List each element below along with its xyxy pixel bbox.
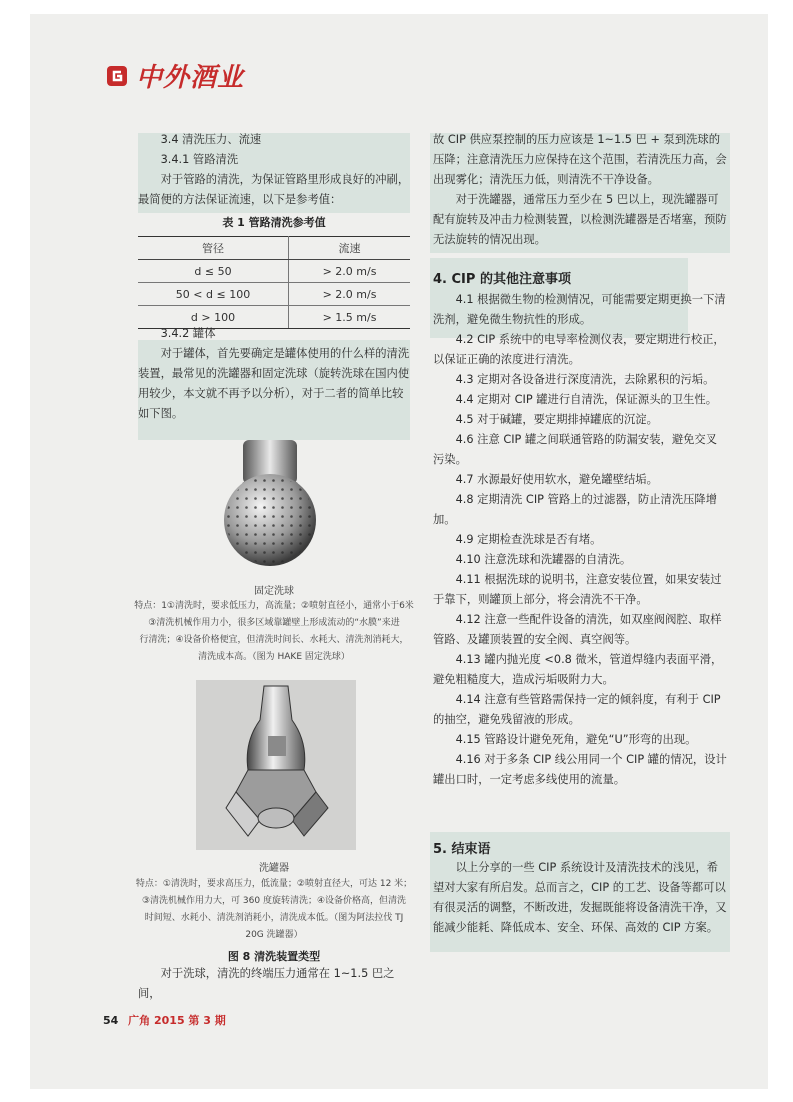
list-item: 4.10 注意洗球和洗罐器的自清洗。 [455, 553, 632, 566]
tank-cleaner-photo [196, 680, 356, 850]
paragraph-pipe-cleaning: 对于管路的清洗，为保证管路里形成良好的冲刷，最简便的方法保证流速，以下是参考值： [138, 173, 410, 206]
paragraph-conclusion: 以上分享的一些 CIP 系统设计及清洗技术的浅见，希望对大家有所启发。总而言之，CIP 的工艺、设备等都可以有很灵活的调整，不断改进，发掘既能将设备清洗干净，又能减少能耗、降低成本、安全、环保、高效的 CIP 方案。 [433, 861, 727, 934]
table-row [138, 260, 410, 283]
list-item: 4.9 定期检查洗球是否有堵。 [455, 533, 602, 546]
table-cell: d ≤ 50 [138, 260, 289, 283]
logo-text: 中外酒业 [136, 63, 245, 93]
list-item: 4.16 对于多条 CIP 线公用同一个 CIP 罐的情况，设计罐出口时，一定考虑多线使用的流量。 [433, 753, 727, 786]
table-cell: > 2.0 m/s [289, 260, 411, 283]
page-number: 54 [103, 1014, 119, 1027]
table-header-row [138, 237, 410, 260]
figure-tank-cleaner-caption: 洗罐器 [259, 863, 289, 874]
figure-fixed-spray-ball-caption: 固定洗球 [254, 586, 294, 597]
list-item: 4.11 根据洗球的说明书，注意安装位置，如果安装过于靠下，则罐顶上部分，将会清洗不干净。 [433, 573, 722, 606]
list-item: 4.6 注意 CIP 罐之间联通管路的防漏安装，避免交叉污染。 [433, 433, 718, 466]
list-item: 4.5 对于碱罐，要定期排掉罐底的沉淀。 [455, 413, 658, 426]
list-item: 4.15 管路设计避免死角，避免“U”形弯的出现。 [455, 733, 697, 746]
note-line: 特点：1①清洗时，要求低压力，高流量；②喷射直径小，通常小于6米 [134, 601, 414, 611]
journal-logo [106, 57, 244, 94]
list-item: 4.4 定期对 CIP 罐进行自清洗，保证源头的卫生性。 [455, 393, 718, 406]
paragraph-tank-cleaner-pressure: 对于洗罐器，通常压力至少在 5 巴以上，现洗罐器可配有旋转及冲击力检测装置，以检测洗罐器是否堵塞，预防无法旋转的情况出现。 [433, 193, 727, 246]
section-5-body [433, 858, 728, 938]
figure-tank-cleaner-note [110, 876, 438, 944]
pipe-cleaning-table [138, 236, 410, 329]
table-cell: 50 < d ≤ 100 [138, 283, 289, 306]
figure-8-title: 图 8 清洗装置类型 [227, 950, 321, 963]
logo-mark-icon [106, 65, 128, 87]
note-line: 时间短、水耗小、清洗剂消耗小，清洗成本低。（图为阿法拉伐 TJ [144, 913, 404, 923]
list-item: 4.8 定期清洗 CIP 管路上的过滤器，防止清洗压降增加。 [433, 493, 718, 526]
list-item: 4.14 注意有些管路需保持一定的倾斜度，有利于 CIP 的抽空，避免残留液的形成。 [433, 693, 721, 726]
table-cell: > 1.5 m/s [289, 306, 411, 329]
note-line: ③清洗机械作用力小，很多区域靠罐壁上形成流动的“水膜”来进 [148, 618, 400, 628]
paragraph-cip-pump-pressure: 故 CIP 供应泵控制的压力应该是 1~1.5 巴 + 泵到洗球的压降；注意清洗压力应保持在这个范围，若清洗压力高，会出现雾化；清洗压力低，则清洗不干净设备。 [433, 133, 727, 186]
paragraph-tank-cleaning: 对于罐体，首先要确定是罐体使用的什么样的清洗装置，最常见的洗罐器和固定洗球（旋转洗球在国内使用较少，本文就不再予以分析），对于二者的简单比较如下图。 [138, 347, 410, 420]
section-5-title: 5. 结束语 [433, 842, 491, 857]
section-4-title: 4. CIP 的其他注意事项 [433, 272, 571, 287]
paragraph-spray-ball-pressure: 对于洗球，清洗的终端压力通常在 1~1.5 巴之间， [138, 967, 395, 1000]
left-column-tank [138, 324, 410, 424]
left-column-top [138, 130, 410, 210]
note-line: ③清洗机械作用力大，可 360 度旋转清洗；④设备价格高，但清洗 [141, 896, 407, 906]
table-cell: > 2.0 m/s [289, 283, 411, 306]
fixed-spray-ball-photo [215, 440, 335, 570]
note-line: 清洗成本高。（图为 HAKE 固定洗球） [198, 652, 350, 662]
section-3-4-title: 3.4 清洗压力、流速 [160, 133, 262, 146]
section-4-items [433, 290, 728, 790]
note-line: 20G 洗罐器） [245, 930, 303, 940]
right-column-top [433, 130, 728, 250]
table-1-caption: 表 1 管路清洗参考值 [222, 216, 326, 229]
note-line: 特点：①清洗时，要求高压力，低流量；②喷射直径大，可达 12 米； [135, 879, 413, 889]
table-header-cell: 管径 [138, 237, 289, 260]
section-3-4-2-title: 3.4.2 罐体 [160, 327, 216, 340]
list-item: 4.13 罐内抛光度 <0.8 微米，管道焊缝内表面平滑，避免粗糙度大，造成污垢吸附力大。 [433, 653, 723, 686]
table-header-cell: 流速 [289, 237, 411, 260]
list-item: 4.1 根据微生物的检测情况，可能需要定期更换一下清洗剂，避免微生物抗性的形成。 [433, 293, 726, 326]
figure-fixed-spray-ball-note [110, 598, 438, 666]
section-3-4-1-title: 3.4.1 管路清洗 [160, 153, 239, 166]
left-column-bottom [138, 964, 410, 1004]
journal-issue: 广角 2015 第 3 期 [128, 1014, 226, 1027]
list-item: 4.12 注意一些配件设备的清洗，如双座阀阀腔、取样管路、及罐顶装置的安全阀、真空阀等。 [433, 613, 722, 646]
note-line: 行清洗；④设备价格便宜，但清洗时间长、水耗大、清洗剂消耗大， [139, 635, 409, 645]
table-cell: d > 100 [138, 306, 289, 329]
table-row [138, 283, 410, 306]
page-footer [103, 1012, 226, 1028]
list-item: 4.7 水源最好使用软水，避免罐壁结垢。 [455, 473, 658, 486]
list-item: 4.2 CIP 系统中的电导率检测仪表，要定期进行校正，以保证正确的浓度进行清洗。 [433, 333, 725, 366]
tank-cleaner-illustration [196, 680, 356, 850]
list-item: 4.3 定期对各设备进行深度清洗，去除累积的污垢。 [455, 373, 715, 386]
